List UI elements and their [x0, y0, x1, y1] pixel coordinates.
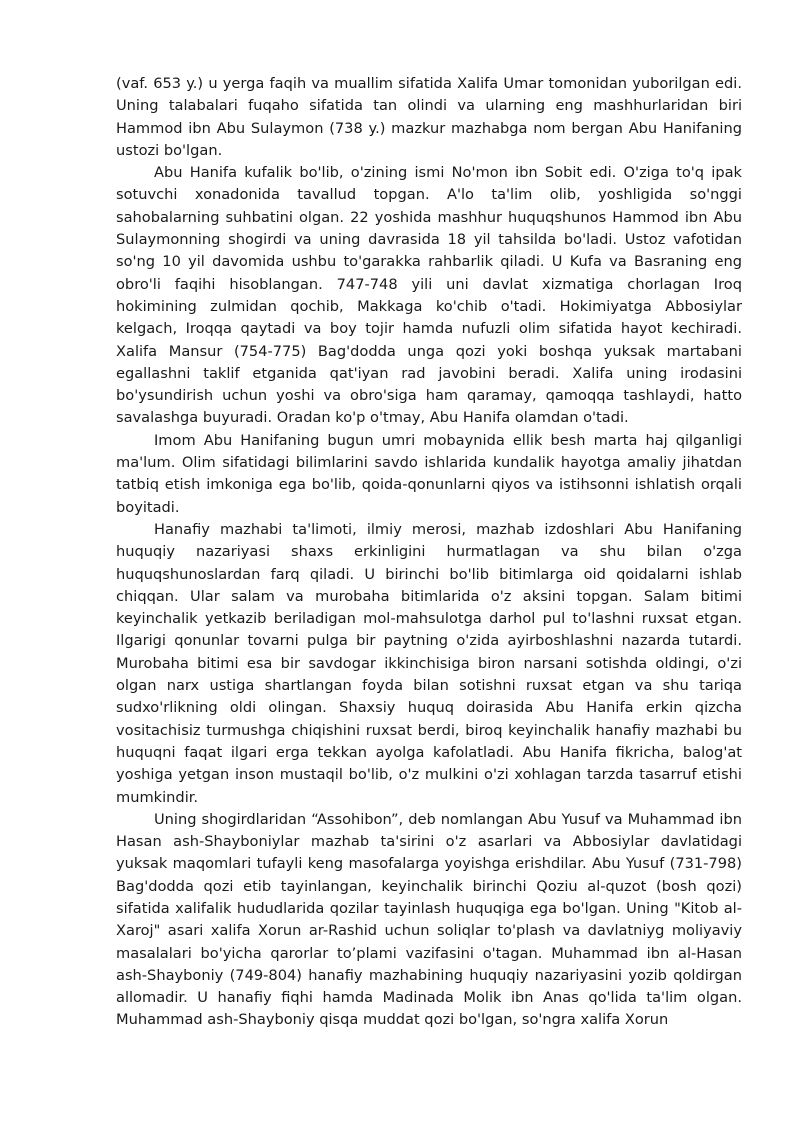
document-page	[116, 73, 742, 1032]
paragraph-continuation: (vaf. 653 y.) u yerga faqih va muallim sifatida Xalifa Umar tomonidan yuborilgan edi. Uning talabalari fuqaho sifatida tan olindi va ularning eng mashhurlaridan biri Hammod ibn Abu Sulaymon (738 y.) mazkur mazhabga nom bergan Abu Hanifaning ustozi bo'lgan.	[116, 75, 742, 159]
paragraph-hanafi-doctrine: Hanafiy mazhabi ta'limoti, ilmiy merosi, mazhab izdoshlari Abu Hanifaning huquqiy nazariyasi shaxs erkinligini hurmatlagan va shu bilan o'zga huquqshunoslardan farq qiladi. U birinchi bo'lib bitimlarga oid qoidalarni ishlab chiqqan. Ular salam va murobaha bitimlarida o'z aksini topgan. Salam bitimi keyinchalik yetkazib beriladigan mol-mahsulotga darhol pul to'lashni ruxsat etgan. Ilgarigi qonunlar tovarni pulga bir paytning o'zida ayirboshlashni nazarda tutardi. Murobaha bitimi esa bir savdogar ikkinchisiga biron narsani sotishda oldingi, o'zi olgan narx ustiga shartlangan foyda bilan sotishni ruxsat etgan va shu tariqa sudxo'rlikning oldi olingan. Shaxsiy huquq doirasida Abu Hanifa erkin qizcha vositachisiz turmushga chiqishini ruxsat berdi, biroq keyinchalik hanafiy mazhabi bu huquqni faqat ilgari erga tekkan ayolga kafolatladi. Abu Hanifa fikricha, balog'at yoshiga yetgan inson mustaqil bo'lib, o'z mulkini o'zi xohlagan tarzda tasarruf etishi mumkindir.	[116, 520, 742, 806]
paragraph-abu-hanifa-biography: Abu Hanifa kufalik bo'lib, o'zining ismi No'mon ibn Sobit edi. O'ziga to'q ipak sotuvchi xonadonida tavallud topgan. A'lo ta'lim olib, yoshligida so'nggi sahobalarning suhbatini olgan. 22 yoshida mashhur huquqshunos Hammod ibn Abu Sulaymonning shogirdi va uning davrasida 18 yil tahsilda bo'ladi. Ustoz vafotidan so'ng 10 yil davomida ushbu to'garakka rahbarlik qiladi. U Kufa va Basraning eng obro'li faqihi hisoblangan. 747-748 yili uni davlat xizmatiga chorlagan Iroq hokimining zulmidan qochib, Makkaga ko'chib o'tadi. Hokimiyatga Abbosiylar kelgach, Iroqqa qaytadi va boy tojir hamda nufuzli olim sifatida hayot kechiradi. Xalifa Mansur (754-775) Bag'dodda unga qozi yoki boshqa yuksak martabani egallashni taklif etganida qat'iyan rad javobini beradi. Xalifa uning irodasini bo'ysundirish uchun yoshi va obro'siga ham qaramay, qamoqqa tashlaydi, hatto savalashga buyuradi. Oradan ko'p o'tmay, Abu Hanifa olamdan o'tadi.	[116, 164, 742, 427]
paragraph-disciples: Uning shogirdlaridan “Assohibon”, deb nomlangan Abu Yusuf va Muhammad ibn Hasan ash-Shayboniylar mazhab ta'sirini o'z asarlari va Abbosiylar davlatidagi yuksak maqomlari tufayli keng masofalarga yoyishga erishdilar. Abu Yusuf (731-798) Bag'dodda qozi etib tayinlangan, keyinchalik birinchi Qoziu al-quzot (bosh qozi) sifatida xalifalik hududlarida qozilar tayinlash huquqiga ega bo'lgan. Uning "Kitob al-Xaroj" asari xalifa Xorun ar-Rashid uchun soliqlar to'plash va davlatniyg moliyaviy masalalari bo'yicha qarorlar to’plami vazifasini o'tagan. Muhammad ibn al-Hasan ash-Shayboniy (749-804) hanafiy mazhabining huquqiy nazariyasini yozib qoldirgan allomadir. U hanafiy fiqhi hamda Madinada Molik ibn Anas qo'lida ta'lim olgan. Muhammad ash-Shayboniy qisqa muddat qozi bo'lgan, so'ngra xalifa Xorun	[116, 810, 742, 1029]
paragraph-hajj-and-scholarship: Imom Abu Hanifaning bugun umri mobaynida ellik besh marta haj qilganligi ma'lum. Olim sifatidagi bilimlarini savdo ishlarida kundalik hayotga amaliy jihatdan tatbiq etish imkoniga ega bo'lib, qoida-qonunlarni qiyos va istihsonni ishlatish orqali boyitadi.	[116, 431, 742, 516]
